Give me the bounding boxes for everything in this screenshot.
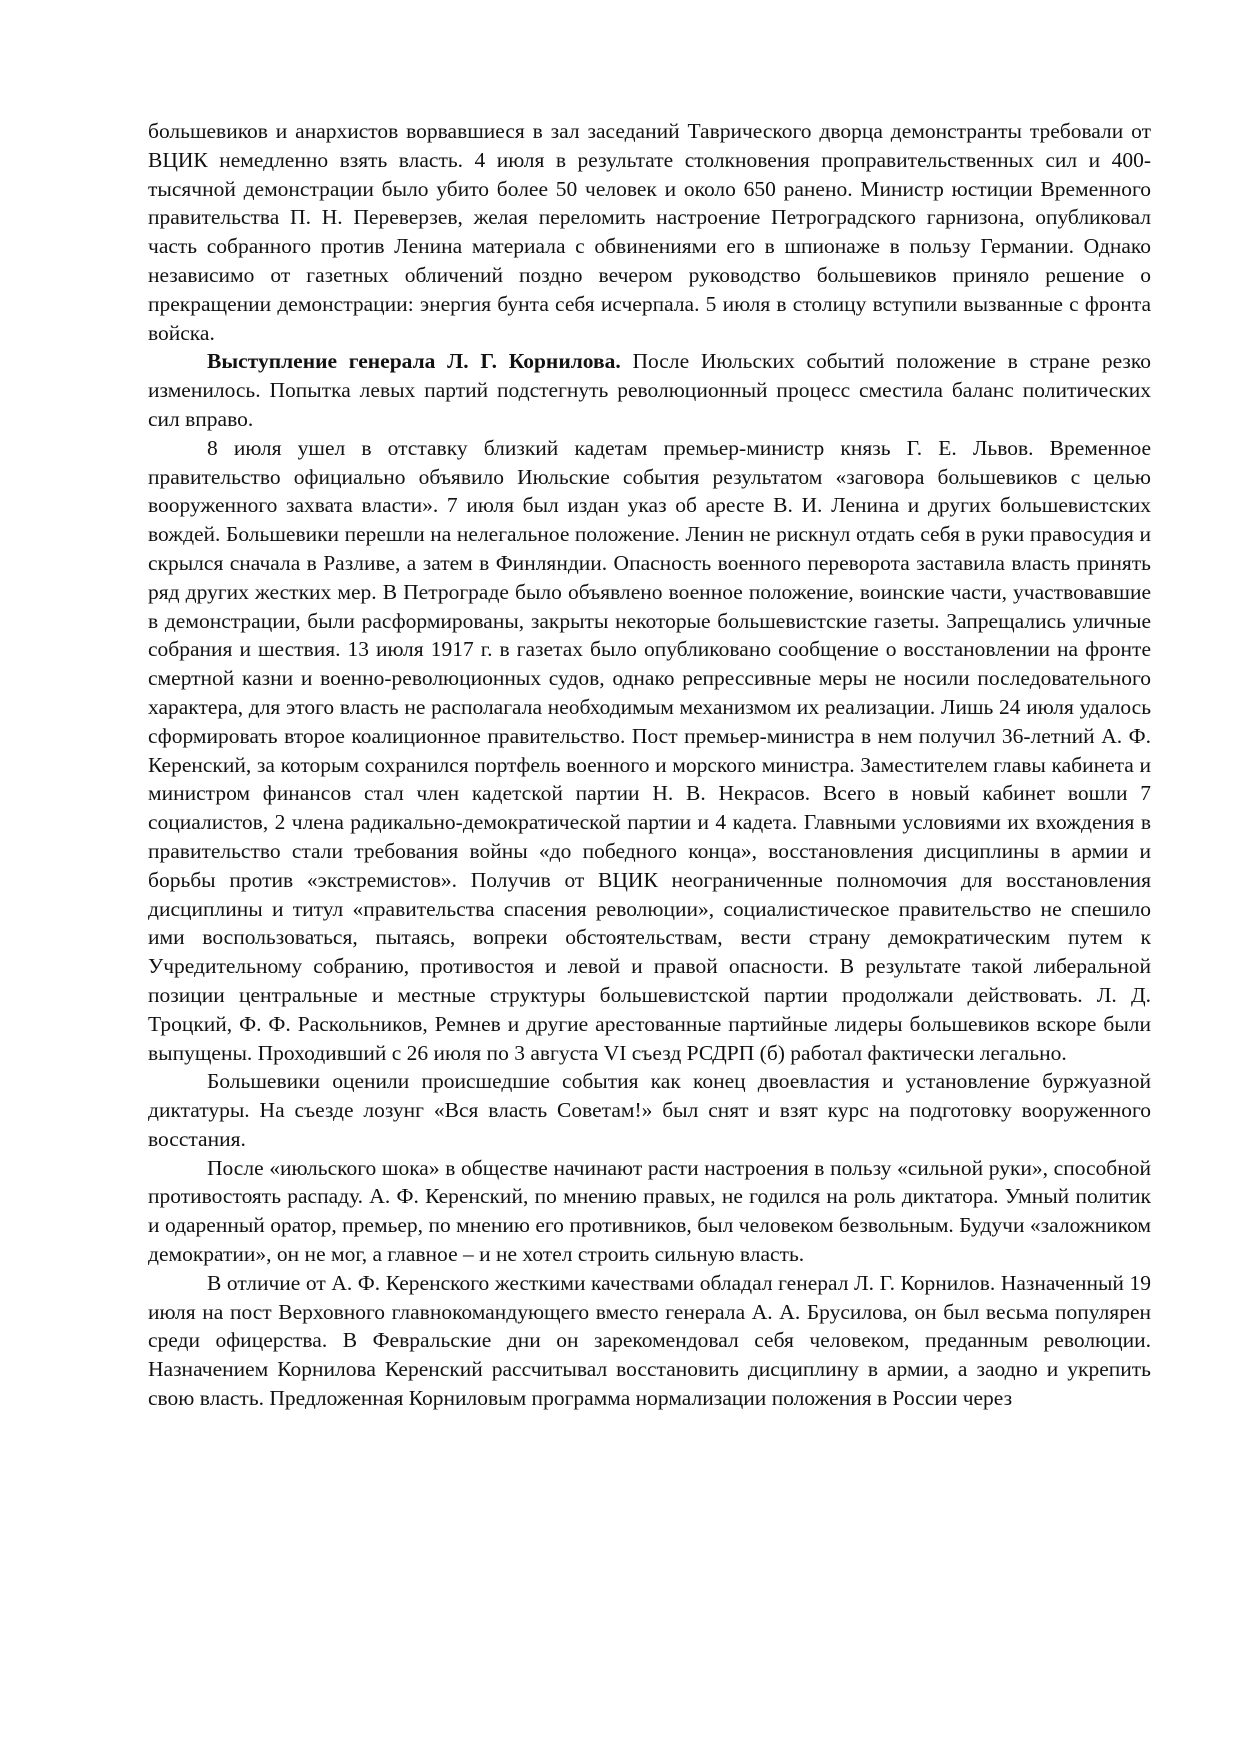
paragraph-continuation: большевиков и анархистов ворвавшиеся в зал заседаний Таврического дворца демонстранты требовали от ВЦИК немедленно взять власть. 4 июля в результате столкновения проправительственных сил и 400-тысячной демонстрации было убито более 50 человек и около 650 ранено. Министр юстиции Временного правительства П. Н. Переверзев, желая переломить настроение Петроградского гарнизона, опубликовал часть собранного против Ленина материала с обвинениями его в шпионаже в пользу Германии. Однако независимо от газетных обличений поздно вечером руководство большевиков приняло решение о прекращении демонстрации: энергия бунта себя исчерпала. 5 июля в столицу вступили вызванные с фронта войска. bbox=[148, 119, 1151, 345]
paragraph-text: После Июльских событий положение в стране резко изменилось. Попытка левых партий подстегнуть революционный процесс сместила баланс политических сил вправо. bbox=[148, 349, 1151, 431]
section-heading: Выступление генерала Л. Г. Корнилова. bbox=[207, 349, 621, 374]
paragraph-july-shock: После «июльского шока» в обществе начинают расти настроения в пользу «сильной руки», способной противостоять распаду. А. Ф. Керенский, по мнению правых, не годился на роль диктатора. Умный политик и одаренный оратор, премьер, по мнению его противников, был человеком безвольным. Будучи «заложником демократии», он не мог, а главное – и не хотел строить сильную власть. bbox=[148, 1155, 1151, 1267]
paragraph-kornilov-intro bbox=[148, 347, 1151, 433]
paragraph-bolsheviks-assessment: Большевики оценили происшедшие события как конец двоевластия и установление буржуазной диктатуры. На съезде лозунг «Вся власть Советам!» был снят и взят курс на подготовку вооруженного восстания. bbox=[148, 1069, 1151, 1151]
paragraph-kornilov: В отличие от А. Ф. Керенского жесткими качествами обладал генерал Л. Г. Корнилов. Назначенный 19 июля на пост Верховного главнокомандующего вместо генерала А. А. Брусилова, он был весьма популярен среди офицерства. В Февральские дни он зарекомендовал себя человеком, преданным революции. Назначением Корнилова Керенский рассчитывал восстановить дисциплину в армии, а заодно и укрепить свою власть. Предложенная Корниловым программа нормализации положения в России через bbox=[148, 1270, 1151, 1411]
document-page bbox=[148, 117, 1151, 1413]
paragraph-july-measures: 8 июля ушел в отставку близкий кадетам премьер-министр князь Г. Е. Львов. Временное правительство официально объявило Июльские события результатом «заговора большевиков с целью вооруженного захвата власти». 7 июля был издан указ об аресте В. И. Ленина и других большевистских вождей. Большевики перешли на нелегальное положение. Ленин не рискнул отдать себя в руки правосудия и скрылся сначала в Разливе, а затем в Финляндии. Опасность военного переворота заставила власть принять ряд других жестких мер. В Петрограде было объявлено военное положение, воинские части, участвовавшие в демонстрации, были расформированы, закрыты некоторые большевистские газеты. Запрещались уличные собрания и шествия. 13 июля 1917 г. в газетах было опубликовано сообщение о восстановлении на фронте смертной казни и военно-революционных судов, однако репрессивные меры не носили последовательного характера, для этого власть не располагала необходимым механизмом их реализации. Лишь 24 июля удалось сформировать второе коалиционное правительство. Пост премьер-министра в нем получил 36-летний А. Ф. Керенский, за которым сохранился портфель военного и морского министра. Заместителем главы кабинета и министром финансов стал член кадетской партии Н. В. Некрасов. Всего в новый кабинет вошли 7 социалистов, 2 члена радикально-демократической партии и 4 кадета. Главными условиями их вхождения в правительство стали требования войны «до победного конца», восстановления дисциплины в армии и борьбы против «экстремистов». Получив от ВЦИК неограниченные полномочия для восстановления дисциплины и титул «правительства спасения революции», социалистическое правительство не спешило ими воспользоваться, пытаясь, вопреки обстоятельствам, вести страну демократическим путем к Учредительному собранию, противостоя и левой и правой опасности. В результате такой либеральной позиции центральные и местные структуры большевистской партии продолжали действовать. Л. Д. Троцкий, Ф. Ф. Раскольников, Ремнев и другие арестованные партийные лидеры большевиков вскоре были выпущены. Проходивший с 26 июля по 3 августа VI съезд РСДРП (б) работал фактически легально. bbox=[148, 435, 1151, 1065]
